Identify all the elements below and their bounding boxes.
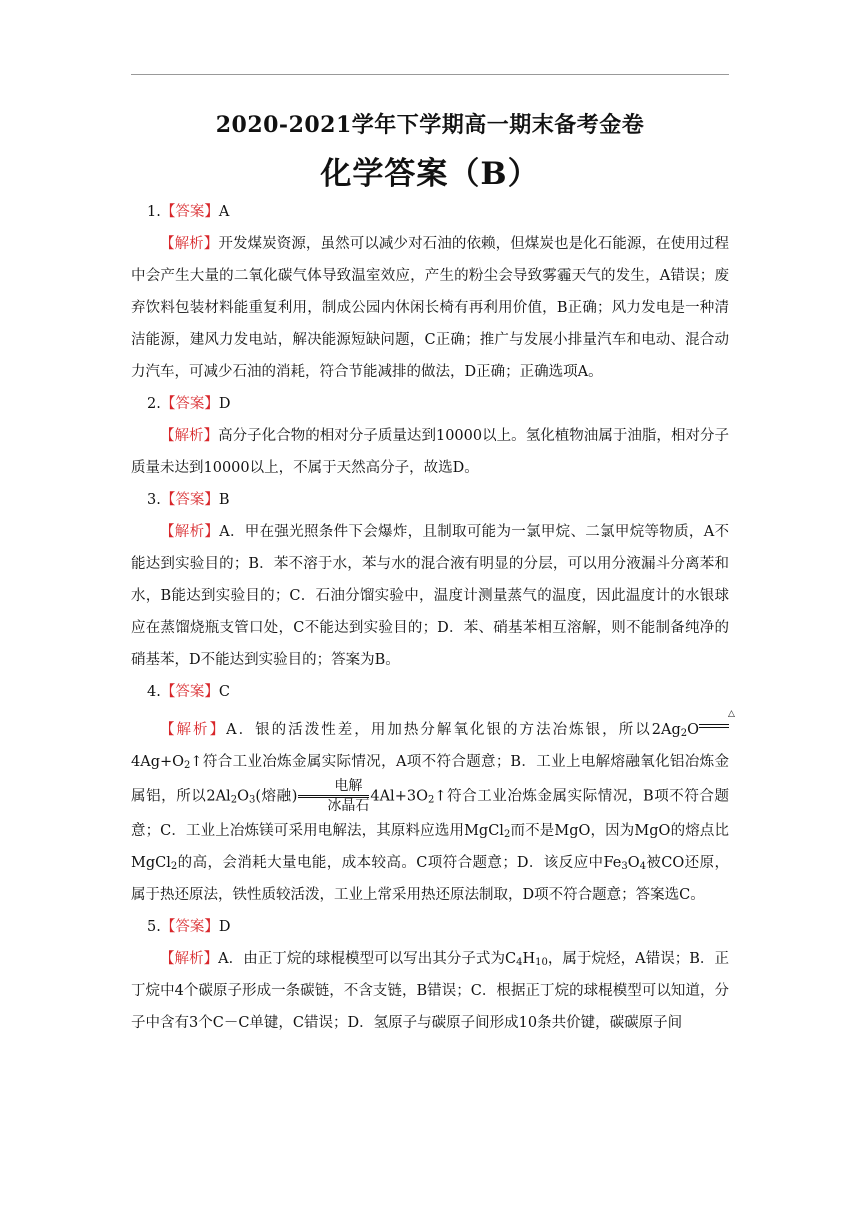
analysis-label: 【解析】 bbox=[160, 428, 219, 444]
q1-analysis: 【解析】开发煤炭资源，虽然可以减少对石油的依赖，但煤炭也是化石能源，在使用过程中会产生大量的二氧化碳气体导致温室效应，产生的粉尘会导致雾霾天气的发生，A错误；废弃饮料包装材料能重复利用，制成公园内休闲长椅有再利用价值，B正确；风力发电是一种清洁能源，建风力发电站，解决能源短缺问题，C正确；推广与发展小排量汽车和电动、混合动力汽车，可减少石油的消耗，符合节能减排的做法，D正确；正确选项A。 bbox=[131, 236, 730, 380]
q3-answer-value: B bbox=[218, 492, 230, 508]
answer-label: 【答案】 bbox=[160, 684, 219, 700]
q5-answer-value: D bbox=[218, 919, 231, 935]
q3-answer: 3.【答案】B bbox=[147, 492, 230, 508]
heating-condition: △ bbox=[699, 720, 729, 734]
answer-label: 【答案】 bbox=[160, 919, 219, 935]
electrolysis-condition: 电解 冰晶石 bbox=[298, 778, 369, 815]
q4-answer-value: C bbox=[218, 684, 230, 700]
q1-answer: 1.【答案】A bbox=[147, 204, 230, 220]
header-rule bbox=[131, 74, 729, 75]
answer-label: 【答案】 bbox=[160, 396, 219, 412]
analysis-label: 【解析】 bbox=[160, 951, 219, 967]
q3-analysis: 【解析】A．甲在强光照条件下会爆炸，且制取可能为一氯甲烷、二氯甲烷等物质，A不能达到实验目的；B．苯不溶于水，苯与水的混合液有明显的分层，可以用分液漏斗分离苯和水，B能达到实验目的；C．石油分馏实验中，温度计测量蒸气的温度，因此温度计的水银球应在蒸馏烧瓶支管口处，C不能达到实验目的；D．苯、硝基苯相互溶解，则不能制备纯净的硝基苯，D不能达到实验目的；答案为B。 bbox=[131, 524, 729, 668]
q5-answer: 5.【答案】D bbox=[147, 919, 231, 935]
q4-analysis: 【解析】A．银的活泼性差，用加热分解氧化银的方法冶炼银，所以$2Ag_2O$ △ $4Ag+O_2↑$符合工业冶炼金属实际情况，A项不符合题意；B．工业上电解熔融氧化铝冶炼金属铝，所以$2Al_2O_3$(熔融) 电解 冰晶石 $4Al+3O_2↑$符合工业冶炼金属实际情况，B项不符合题意；C．工业上冶炼镁可采用电解法，其原料应选用MgCl$_2$而不是MgO，因为MgO的熔点比MgCl$_2$的高，会消耗大量电能，成本较高。C项符合题意；D．该反应中$Fe_3O_4$被CO还原，属于热还原法，铁性质较活泼，工业上常采用热还原法制取，D项不符合题意；答案选C。 bbox=[131, 709, 735, 903]
exam-title: 2020-2021学年下学期高一期末备考金卷 bbox=[215, 112, 645, 138]
analysis-label: 【解析】 bbox=[160, 524, 220, 540]
analysis-label: 【解析】 bbox=[160, 236, 219, 252]
q4-answer: 4.【答案】C bbox=[147, 684, 230, 700]
q5-analysis: 【解析】A．由正丁烷的球棍模型可以写出其分子式为$C_4H_{10}$，属于烷烃，A错误；B．正丁烷中4个碳原子形成一条碳链，不含支链，B错误；C．根据正丁烷的球棍模型可以知道，分子中含有3个C－C单键，C错误；D．氢原子与碳原子间形成10条共价键，碳碳原子间 bbox=[131, 951, 729, 1031]
document-body bbox=[131, 196, 735, 1039]
q2-answer-value: D bbox=[218, 396, 231, 412]
answer-label: 【答案】 bbox=[160, 204, 219, 220]
q1-answer-value: A bbox=[218, 204, 230, 220]
q2-answer: 2.【答案】D bbox=[147, 396, 231, 412]
q2-analysis: 【解析】高分子化合物的相对分子质量达到10000以上。氢化植物油属于油脂，相对分子质量未达到10000以上，不属于天然高分子，故选D。 bbox=[131, 428, 730, 476]
answer-title: 化学答案（B） bbox=[320, 156, 540, 192]
analysis-label: 【解析】 bbox=[160, 722, 227, 738]
answer-label: 【答案】 bbox=[160, 492, 219, 508]
